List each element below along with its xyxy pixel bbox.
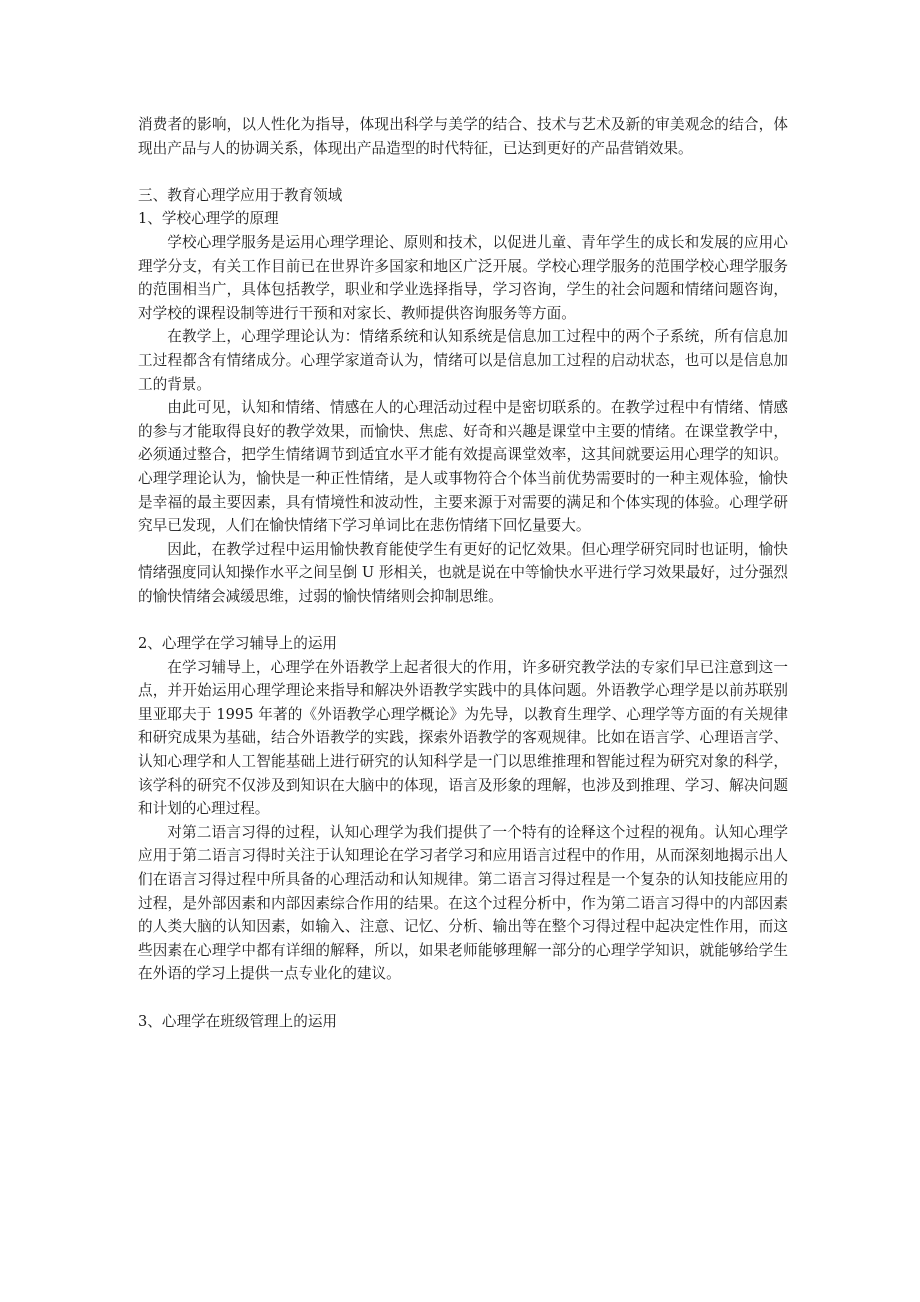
intro-paragraph: 消费者的影响，以人性化为指导，体现出科学与美学的结合、技术与艺术及新的审美观念的结合，体现出产品与人的协调关系，体现出产品造型的时代特征，已达到更好的产品营销效果。: [138, 116, 788, 157]
subsection-2-paragraph: 在学习辅导上，心理学在外语教学上起者很大的作用，许多研究教学法的专家们早已注意到这一点，并开始运用心理学理论来指导和解决外语教学实践中的具体问题。外语教学心理学是以前苏联别里亚耶夫于 1995 年著的《外语教学心理学概论》为先导，以教育生理学、心理学等方面的有关规律和研究成果为基础，结合外语教学的实践，探索外语教学的客观规律。比如在语言学、心理语言学、认知心理学和人工智能基础上进行研究的认知科学是一门以思维推理和智能过程为研究对象的科学，该学科的研究不仅涉及到知识在大脑中的体现，语言及形象的理解，也涉及到推理、学习、解决问题和计划的心理过程。: [138, 658, 788, 818]
section-title: 三、教育心理学应用于教育领域: [138, 186, 343, 204]
subsection-1-paragraph: 由此可见，认知和情绪、情感在人的心理活动过程中是密切联系的。在教学过程中有情绪、情感的参与才能取得良好的教学效果，而愉快、焦虑、好奇和兴趣是课堂中主要的情绪。在课堂教学中，必须通过整合，把学生情绪调节到适宜水平才能有效提高课堂效率，这其间就要运用心理学的知识。心理学理论认为，愉快是一种正性情绪，是人或事物符合个体当前优势需要时的一种主观体验，愉快是幸福的最主要因素，具有情境性和波动性，主要来源于对需要的满足和个体实现的体验。心理学研究早已发现，人们在愉快情绪下学习单词比在悲伤情绪下回忆量要大。: [138, 399, 788, 535]
spacer: [138, 160, 788, 184]
subsection-1-paragraph: 因此，在教学过程中运用愉快教育能使学生有更好的记忆效果。但心理学研究同时也证明，愉快情绪强度同认知操作水平之间呈倒 U 形相关，也就是说在中等愉快水平进行学习效果最好，过分强烈的愉快情绪会减缓思维，过弱的愉快情绪则会抑制思维。: [138, 540, 788, 605]
subsection-2-title: 2、心理学在学习辅导上的运用: [138, 635, 338, 653]
subsection-1-title: 1、学校心理学的原理: [138, 210, 279, 228]
spacer: [138, 986, 788, 1010]
subsection-1-paragraph: 在教学上，心理学理论认为：情绪系统和认知系统是信息加工过程中的两个子系统，所有信息加工过程都含有情绪成分。心理学家道奇认为，情绪可以是信息加工过程的启动状态，也可以是信息加工的背景。: [138, 328, 788, 393]
subsection-2-paragraph: 对第二语言习得的过程，认知心理学为我们提供了一个特有的诠释这个过程的视角。认知心理学应用于第二语言习得时关注于认知理论在学习者学习和应用语言过程中的作用，从而深刻地揭示出人们在语言习得过程中所具备的心理活动和认知规律。第二语言习得过程是一个复杂的认知技能应用的过程，是外部因素和内部因素综合作用的结果。在这个过程分析中，作为第二语言习得中的内部因素的人类大脑的认知因素，如输入、注意、记忆、分析、输出等在整个习得过程中起决定性作用，而这些因素在心理学中都有详细的解释，所以，如果老师能够理解一部分的心理学学知识，就能够给学生在外语的学习上提供一点专业化的建议。: [138, 823, 788, 983]
document-body: [138, 113, 788, 1033]
subsection-1-paragraph: 学校心理学服务是运用心理学理论、原则和技术，以促进儿童、青年学生的成长和发展的应用心理学分支，有关工作目前已在世界许多国家和地区广泛开展。学校心理学服务的范围学校心理学服务的范围相当广，具体包括教学，职业和学业选择指导，学习咨询，学生的社会问题和情绪问题咨询，对学校的课程设制等进行干预和对家长、教师提供咨询服务等方面。: [138, 233, 788, 322]
spacer: [138, 608, 788, 632]
subsection-3-title: 3、心理学在班级管理上的运用: [138, 1012, 338, 1030]
